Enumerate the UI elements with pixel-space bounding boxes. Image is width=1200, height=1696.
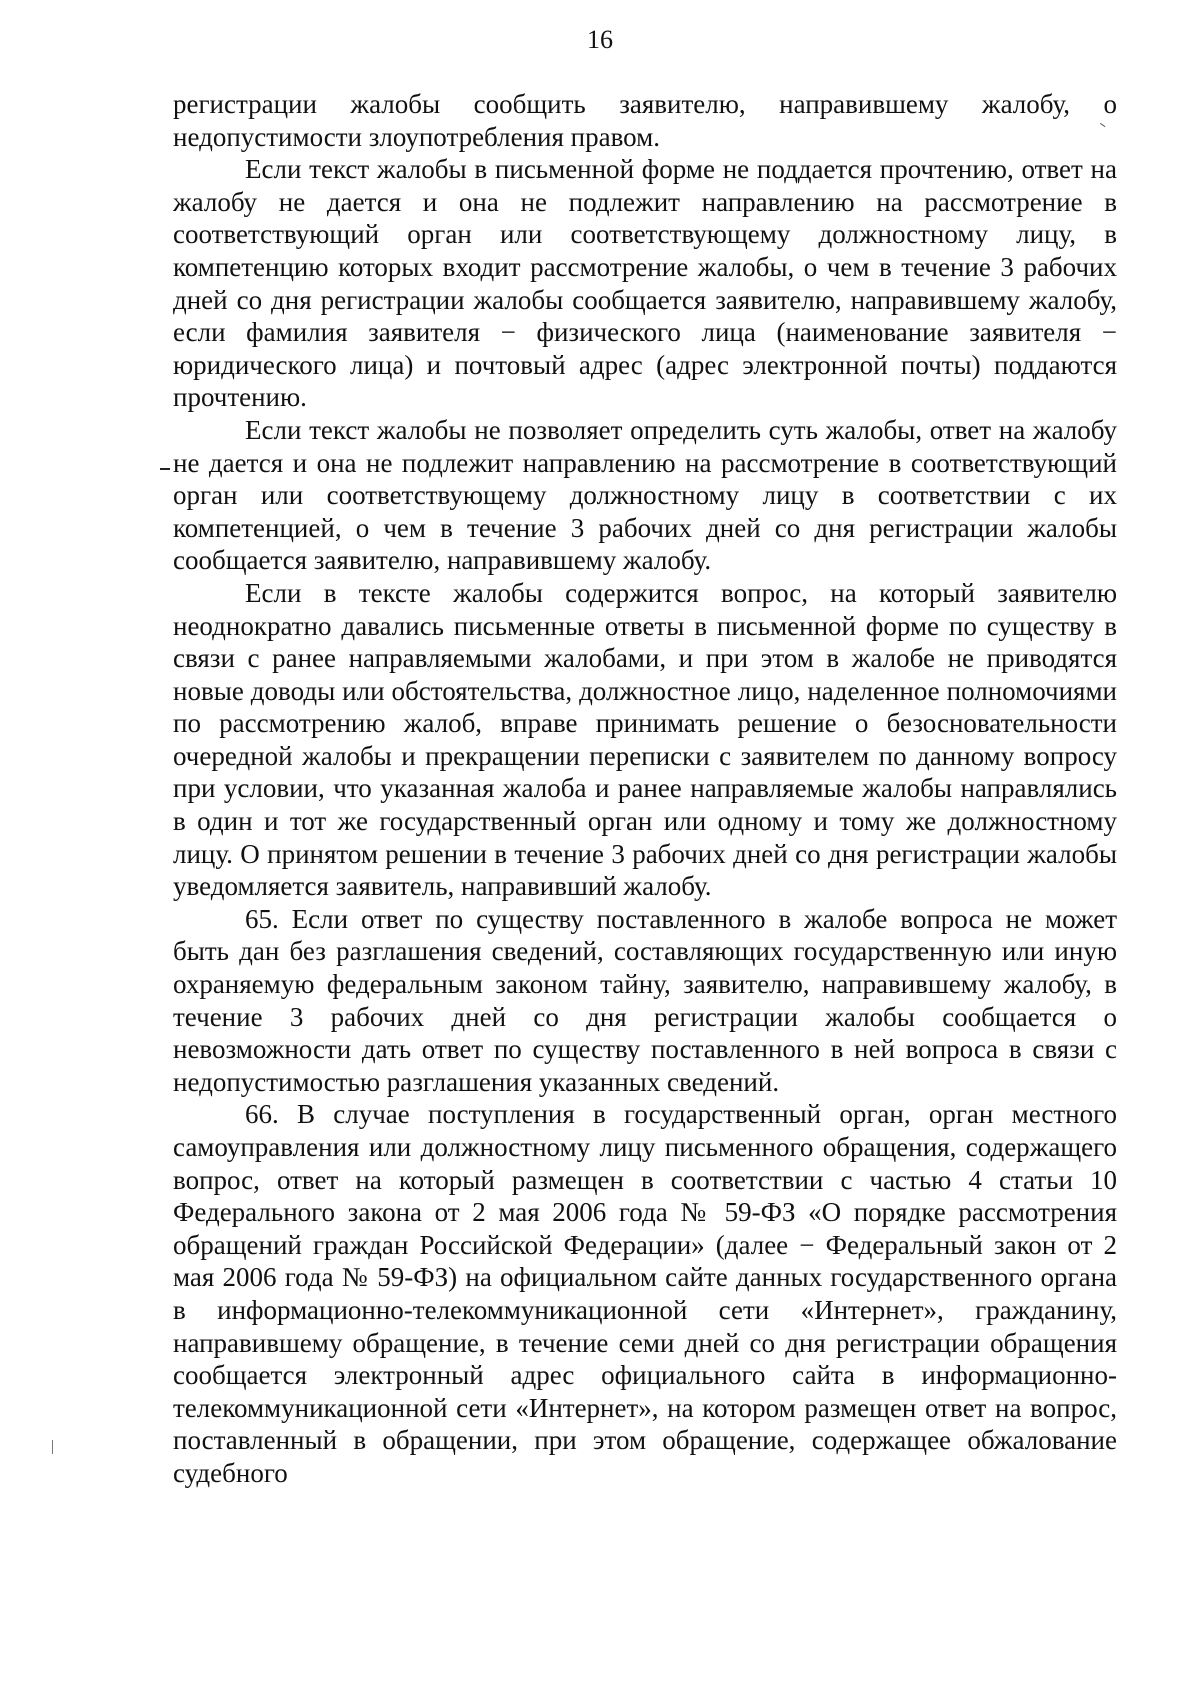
page-number: 16 <box>587 25 613 54</box>
paragraph-illegible-complaint: Если текст жалобы в письменной форме не поддается прочтению, ответ на жалобу не дается и она не подлежит направлению на рассмотрение в соответствующий орган или соответствующему должностному лицу, в компетенцию которых входит рассмотрение жалобы, о чем в течение 3 рабочих дней со дня регистрации жалобы сообщается заявителю, направившему жалобу, если фамилия заявителя − физического лица (наименование заявителя − юридического лица) и почтовый адрес (адрес электронной почты) поддаются прочтению. <box>173 154 1117 413</box>
paragraph-continuation: регистрации жалобы сообщить заявителю, направившему жалобу, о недопустимости злоупотребления правом. <box>173 89 1117 152</box>
paragraph-undefined-complaint: Если текст жалобы не позволяет определить суть жалобы, ответ на жалобу не дается и она не подлежит направлению на рассмотрение в соответствующий орган или соответствующему должностному лицу в соответствии с их компетенцией, о чем в течение 3 рабочих дней со дня регистрации жалобы сообщается заявителю, направившему жалобу. <box>173 414 1117 576</box>
paragraph-item-65: 65. Если ответ по существу поставленного в жалобе вопроса не может быть дан без разглашения сведений, составляющих государственную или иную охраняемую федеральным законом тайну, заявителю, направившему жалобу, в течение 3 рабочих дней со дня регистрации жалобы сообщается о невозможности дать ответ по существу поставленного в ней вопроса в связи с недопустимостью разглашения указанных сведений. <box>173 903 1117 1097</box>
document-body <box>173 88 1117 1490</box>
scan-artifact-edge <box>52 1440 53 1454</box>
paragraph-repeated-complaint: Если в тексте жалобы содержится вопрос, на который заявителю неоднократно давались письменные ответы в письменной форме по существу в связи с ранее направляемыми жалобами, и при этом в жалобе не приводятся новые доводы или обстоятельства, должностное лицо, наделенное полномочиями по рассмотрению жалоб, вправе принимать решение о безосновательности очередной жалобы и прекращении переписки с заявителем по данному вопросу при условии, что указанная жалоба и ранее направляемые жалобы направлялись в один и тот же государственный орган или одному и тому же должностному лицу. О принятом решении в течение 3 рабочих дней со дня регистрации жалобы уведомляется заявитель, направивший жалобу. <box>173 577 1117 902</box>
paragraph-item-66: 66. В случае поступления в государственный орган, орган местного самоуправления или должностному лицу письменного обращения, содержащего вопрос, ответ на который размещен в соответствии с частью 4 статьи 10 Федерального закона от 2 мая 2006 года № 59-ФЗ «О порядке рассмотрения обращений граждан Российской Федерации» (далее − Федеральный закон от 2 мая 2006 года № 59-ФЗ) на официальном сайте данных государственного органа в информационно-телекоммуникационной сети «Интернет», гражданину, направившему обращение, в течение семи дней со дня регистрации обращения сообщается электронный адрес официального сайта в информационно-телекоммуникационной сети «Интернет», на котором размещен ответ на вопрос, поставленный в обращении, при этом обращение, содержащее обжалование судебного <box>173 1099 1117 1488</box>
scan-artifact-dash <box>160 468 170 470</box>
